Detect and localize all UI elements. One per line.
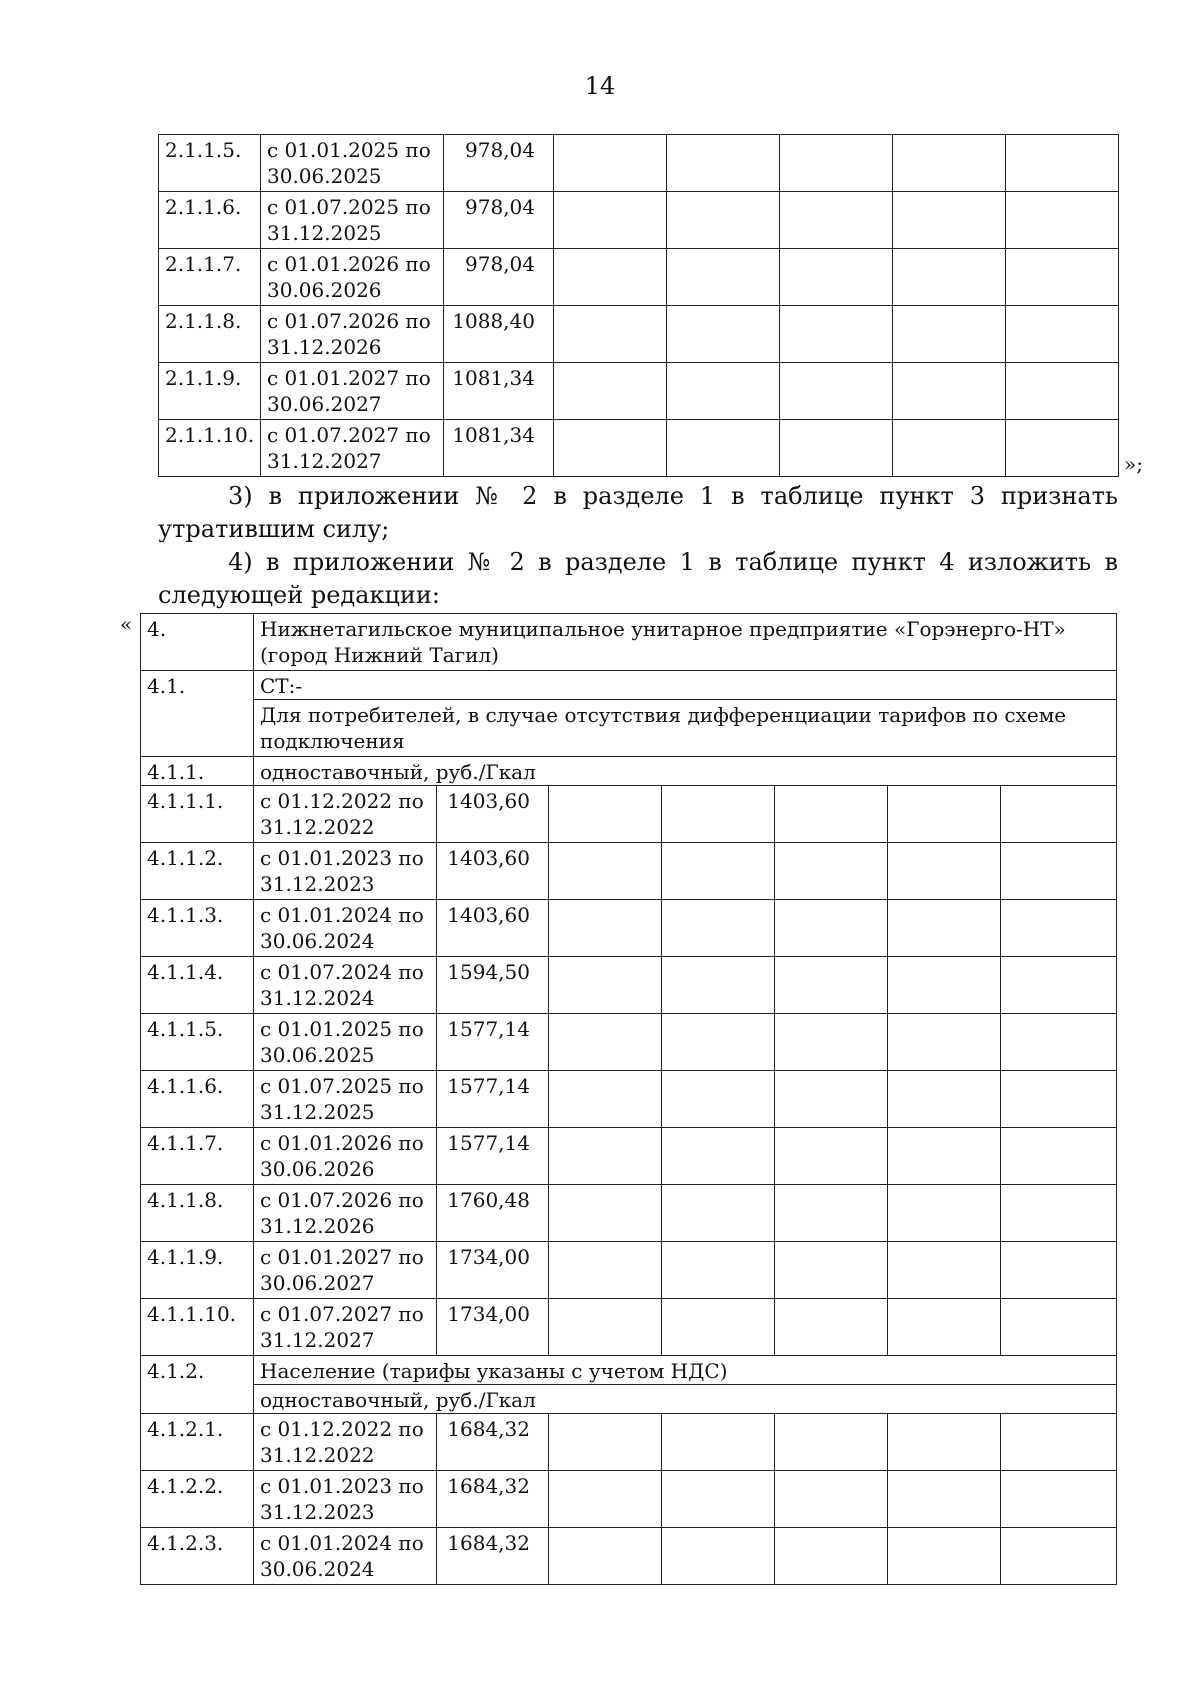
period-end: 31.12.2025	[267, 221, 382, 245]
period-end: 30.06.2024	[260, 1557, 375, 1581]
tariff-row	[159, 135, 1119, 192]
org-name-cell	[254, 614, 1117, 671]
empty-cell	[1006, 135, 1119, 192]
consumers-line2: подключения	[260, 729, 405, 753]
empty-cell	[775, 843, 888, 900]
empty-cell	[888, 1471, 1001, 1528]
empty-cell	[549, 1242, 662, 1299]
consumers-cell	[254, 700, 1117, 757]
period-end: 30.06.2024	[260, 929, 375, 953]
period-start: с 01.01.2024 по	[260, 1531, 424, 1555]
tariff-value: 978,04	[444, 249, 554, 306]
tariff-value: 1594,50	[437, 957, 549, 1014]
empty-cell	[662, 843, 775, 900]
tariff-table-gorenergo	[140, 613, 1117, 1585]
period-end: 31.12.2022	[260, 815, 375, 839]
empty-cell	[667, 135, 780, 192]
section-row	[141, 671, 1117, 700]
period-end: 31.12.2026	[267, 335, 382, 359]
empty-cell	[893, 363, 1006, 420]
empty-cell	[554, 192, 667, 249]
period-start: с 01.07.2027 по	[260, 1302, 424, 1326]
tariff-value: 1403,60	[437, 843, 549, 900]
tariff-row	[159, 192, 1119, 249]
empty-cell	[667, 420, 780, 477]
empty-cell	[775, 786, 888, 843]
row-number: 4.1.1.10.	[141, 1299, 254, 1356]
empty-cell	[1001, 1471, 1117, 1528]
tariff-row	[159, 306, 1119, 363]
subsection-1-row	[141, 757, 1117, 786]
row-number: 4.1.1.9.	[141, 1242, 254, 1299]
period-start: с 01.01.2025 по	[260, 1017, 424, 1041]
period-cell	[261, 306, 444, 363]
row-number: 4.1.1.6.	[141, 1071, 254, 1128]
tariff-value: 1403,60	[437, 900, 549, 957]
tariff-row	[141, 1528, 1117, 1585]
empty-cell	[662, 957, 775, 1014]
empty-cell	[554, 249, 667, 306]
subsection-2-label: Население (тарифы указаны с учетом НДС)	[254, 1356, 1117, 1385]
period-start: с 01.01.2023 по	[260, 1474, 424, 1498]
period-cell	[254, 1299, 437, 1356]
section-number: 4.1.	[141, 671, 254, 757]
subsection-2-tariff-label: одноставочный, руб./Гкал	[254, 1385, 1117, 1414]
empty-cell	[775, 900, 888, 957]
empty-cell	[775, 1299, 888, 1356]
empty-cell	[554, 306, 667, 363]
empty-cell	[549, 1185, 662, 1242]
period-start: с 01.12.2022 по	[260, 789, 424, 813]
subsection-1-number: 4.1.1.	[141, 757, 254, 786]
consumers-row	[141, 700, 1117, 757]
empty-cell	[780, 192, 893, 249]
period-cell	[254, 1414, 437, 1471]
empty-cell	[1001, 1242, 1117, 1299]
empty-cell	[549, 1528, 662, 1585]
period-end: 30.06.2026	[260, 1157, 375, 1181]
empty-cell	[888, 1128, 1001, 1185]
empty-cell	[1006, 306, 1119, 363]
period-end: 30.06.2026	[267, 278, 382, 302]
empty-cell	[549, 900, 662, 957]
empty-cell	[888, 1185, 1001, 1242]
empty-cell	[549, 1014, 662, 1071]
period-end: 31.12.2025	[260, 1100, 375, 1124]
empty-cell	[775, 1242, 888, 1299]
tariff-table-gorenergo-body	[141, 614, 1117, 786]
tariff-row	[159, 363, 1119, 420]
paragraph-item-3: 3) в приложении № 2 в разделе 1 в таблице пункт 3 признать утратившим силу;	[158, 482, 1118, 543]
period-start: с 01.12.2022 по	[260, 1417, 424, 1441]
subsection-2-rows	[141, 1414, 1117, 1585]
period-end: 31.12.2026	[260, 1214, 375, 1238]
period-end: 31.12.2023	[260, 1500, 375, 1524]
empty-cell	[1001, 1071, 1117, 1128]
period-start: с 01.01.2025 по	[267, 138, 431, 162]
empty-cell	[662, 1014, 775, 1071]
row-number: 2.1.1.5.	[159, 135, 261, 192]
empty-cell	[549, 1471, 662, 1528]
tariff-row	[141, 843, 1117, 900]
period-start: с 01.01.2027 по	[267, 366, 431, 390]
empty-cell	[549, 957, 662, 1014]
tariff-row	[141, 1242, 1117, 1299]
period-cell	[254, 1014, 437, 1071]
tariff-value: 1577,14	[437, 1071, 549, 1128]
empty-cell	[1001, 1014, 1117, 1071]
empty-cell	[554, 363, 667, 420]
period-end: 30.06.2025	[267, 164, 382, 188]
empty-cell	[662, 1128, 775, 1185]
row-number: 2.1.1.10.	[159, 420, 261, 477]
org-name-line1: Нижнетагильское муниципальное унитарное предприятие «Горэнерго-НТ»	[260, 617, 1066, 641]
tariff-value: 1684,32	[437, 1414, 549, 1471]
period-cell	[261, 135, 444, 192]
section-label: СТ:-	[254, 671, 1117, 700]
row-number: 4.1.1.2.	[141, 843, 254, 900]
empty-cell	[1001, 900, 1117, 957]
period-cell	[254, 843, 437, 900]
empty-cell	[1001, 957, 1117, 1014]
empty-cell	[888, 1071, 1001, 1128]
period-start: с 01.01.2026 по	[267, 252, 431, 276]
tariff-value: 1760,48	[437, 1185, 549, 1242]
empty-cell	[667, 363, 780, 420]
empty-cell	[888, 843, 1001, 900]
empty-cell	[775, 1528, 888, 1585]
period-start: с 01.07.2026 по	[267, 309, 431, 333]
subsection-2-number: 4.1.2.	[141, 1356, 254, 1414]
row-number: 4.1.1.8.	[141, 1185, 254, 1242]
empty-cell	[780, 420, 893, 477]
empty-cell	[662, 1242, 775, 1299]
period-end: 31.12.2022	[260, 1443, 375, 1467]
empty-cell	[549, 843, 662, 900]
row-number: 4.1.1.5.	[141, 1014, 254, 1071]
period-cell	[254, 1128, 437, 1185]
period-start: с 01.07.2026 по	[260, 1188, 424, 1212]
empty-cell	[775, 1014, 888, 1071]
row-number: 4.1.1.7.	[141, 1128, 254, 1185]
period-cell	[261, 192, 444, 249]
empty-cell	[1006, 363, 1119, 420]
row-number: 2.1.1.8.	[159, 306, 261, 363]
row-number: 4.1.1.3.	[141, 900, 254, 957]
row-number: 4.1.1.1.	[141, 786, 254, 843]
empty-cell	[888, 1014, 1001, 1071]
tariff-row	[159, 249, 1119, 306]
tariff-row	[141, 1471, 1117, 1528]
period-end: 31.12.2024	[260, 986, 375, 1010]
empty-cell	[667, 249, 780, 306]
subsection-2-tariff-row	[141, 1385, 1117, 1414]
empty-cell	[549, 1071, 662, 1128]
tariff-row	[141, 1014, 1117, 1071]
empty-cell	[662, 786, 775, 843]
period-end: 31.12.2027	[260, 1328, 375, 1352]
empty-cell	[1001, 1299, 1117, 1356]
tariff-row	[141, 1185, 1117, 1242]
period-cell	[254, 1471, 437, 1528]
tariff-value: 1684,32	[437, 1471, 549, 1528]
empty-cell	[1001, 843, 1117, 900]
empty-cell	[554, 420, 667, 477]
period-end: 31.12.2027	[267, 449, 382, 473]
period-cell	[261, 363, 444, 420]
tariff-row	[159, 420, 1119, 477]
tariff-value: 1403,60	[437, 786, 549, 843]
empty-cell	[549, 786, 662, 843]
period-start: с 01.07.2024 по	[260, 960, 424, 984]
empty-cell	[1001, 1185, 1117, 1242]
paragraph-item-4: 4) в приложении № 2 в разделе 1 в таблице пункт 4 изложить в следующей редакции:	[158, 548, 1118, 609]
tariff-value: 978,04	[444, 192, 554, 249]
empty-cell	[549, 1299, 662, 1356]
closing-quote: »;	[1124, 452, 1143, 476]
empty-cell	[775, 1185, 888, 1242]
tariff-row	[141, 786, 1117, 843]
empty-cell	[667, 306, 780, 363]
empty-cell	[888, 957, 1001, 1014]
empty-cell	[554, 135, 667, 192]
tariff-row	[141, 957, 1117, 1014]
period-start: с 01.01.2023 по	[260, 846, 424, 870]
empty-cell	[775, 1471, 888, 1528]
subsection-2-header	[141, 1356, 1117, 1414]
tariff-value: 1684,32	[437, 1528, 549, 1585]
subsection-2-row	[141, 1356, 1117, 1385]
period-cell	[254, 1528, 437, 1585]
empty-cell	[893, 420, 1006, 477]
empty-cell	[1001, 1414, 1117, 1471]
period-cell	[261, 420, 444, 477]
empty-cell	[662, 1414, 775, 1471]
empty-cell	[662, 1071, 775, 1128]
period-cell	[254, 1185, 437, 1242]
period-cell	[254, 786, 437, 843]
period-start: с 01.07.2025 по	[267, 195, 431, 219]
row-number: 4.1.1.4.	[141, 957, 254, 1014]
empty-cell	[1001, 786, 1117, 843]
period-cell	[254, 957, 437, 1014]
empty-cell	[888, 1528, 1001, 1585]
period-cell	[261, 249, 444, 306]
tariff-value: 1081,34	[444, 420, 554, 477]
empty-cell	[888, 1414, 1001, 1471]
empty-cell	[888, 1242, 1001, 1299]
empty-cell	[775, 957, 888, 1014]
empty-cell	[775, 1414, 888, 1471]
tariff-table-continued	[158, 134, 1119, 477]
subsection-1-label: одноставочный, руб./Гкал	[254, 757, 1117, 786]
empty-cell	[888, 900, 1001, 957]
subsection-1-rows	[141, 786, 1117, 1356]
empty-cell	[888, 1299, 1001, 1356]
tariff-table-continued-body	[159, 135, 1119, 477]
empty-cell	[775, 1128, 888, 1185]
empty-cell	[549, 1128, 662, 1185]
empty-cell	[780, 249, 893, 306]
period-start: с 01.01.2026 по	[260, 1131, 424, 1155]
empty-cell	[780, 306, 893, 363]
period-start: с 01.01.2027 по	[260, 1245, 424, 1269]
empty-cell	[893, 249, 1006, 306]
tariff-value: 1577,14	[437, 1014, 549, 1071]
empty-cell	[1001, 1528, 1117, 1585]
period-end: 30.06.2027	[267, 392, 382, 416]
empty-cell	[1006, 192, 1119, 249]
tariff-row	[141, 1128, 1117, 1185]
empty-cell	[662, 900, 775, 957]
row-number: 2.1.1.7.	[159, 249, 261, 306]
empty-cell	[662, 1299, 775, 1356]
empty-cell	[1006, 249, 1119, 306]
empty-cell	[893, 306, 1006, 363]
tariff-row	[141, 1299, 1117, 1356]
period-end: 30.06.2027	[260, 1271, 375, 1295]
page-number: 14	[584, 72, 616, 100]
empty-cell	[662, 1528, 775, 1585]
empty-cell	[775, 1071, 888, 1128]
empty-cell	[780, 363, 893, 420]
period-cell	[254, 1071, 437, 1128]
empty-cell	[1006, 420, 1119, 477]
tariff-value: 1577,14	[437, 1128, 549, 1185]
tariff-row	[141, 900, 1117, 957]
period-end: 31.12.2023	[260, 872, 375, 896]
empty-cell	[780, 135, 893, 192]
period-start: с 01.07.2025 по	[260, 1074, 424, 1098]
row-number: 4.1.2.1.	[141, 1414, 254, 1471]
empty-cell	[893, 135, 1006, 192]
tariff-value: 1081,34	[444, 363, 554, 420]
tariff-value: 978,04	[444, 135, 554, 192]
tariff-value: 1734,00	[437, 1299, 549, 1356]
org-name-line2: (город Нижний Тагил)	[260, 643, 499, 667]
empty-cell	[1001, 1128, 1117, 1185]
row-number: 4.1.2.2.	[141, 1471, 254, 1528]
period-cell	[254, 1242, 437, 1299]
consumers-line1: Для потребителей, в случае отсутствия дифференциации тарифов по схеме	[260, 703, 1067, 727]
tariff-row	[141, 1071, 1117, 1128]
empty-cell	[893, 192, 1006, 249]
row-number: 4.1.2.3.	[141, 1528, 254, 1585]
tariff-row	[141, 1414, 1117, 1471]
empty-cell	[549, 1414, 662, 1471]
org-row	[141, 614, 1117, 671]
opening-quote: «	[120, 612, 133, 636]
org-number: 4.	[141, 614, 254, 671]
empty-cell	[888, 786, 1001, 843]
tariff-value: 1734,00	[437, 1242, 549, 1299]
empty-cell	[662, 1471, 775, 1528]
period-cell	[254, 900, 437, 957]
empty-cell	[667, 192, 780, 249]
row-number: 2.1.1.6.	[159, 192, 261, 249]
period-start: с 01.07.2027 по	[267, 423, 431, 447]
row-number: 2.1.1.9.	[159, 363, 261, 420]
period-end: 30.06.2025	[260, 1043, 375, 1067]
tariff-value: 1088,40	[444, 306, 554, 363]
period-start: с 01.01.2024 по	[260, 903, 424, 927]
empty-cell	[662, 1185, 775, 1242]
